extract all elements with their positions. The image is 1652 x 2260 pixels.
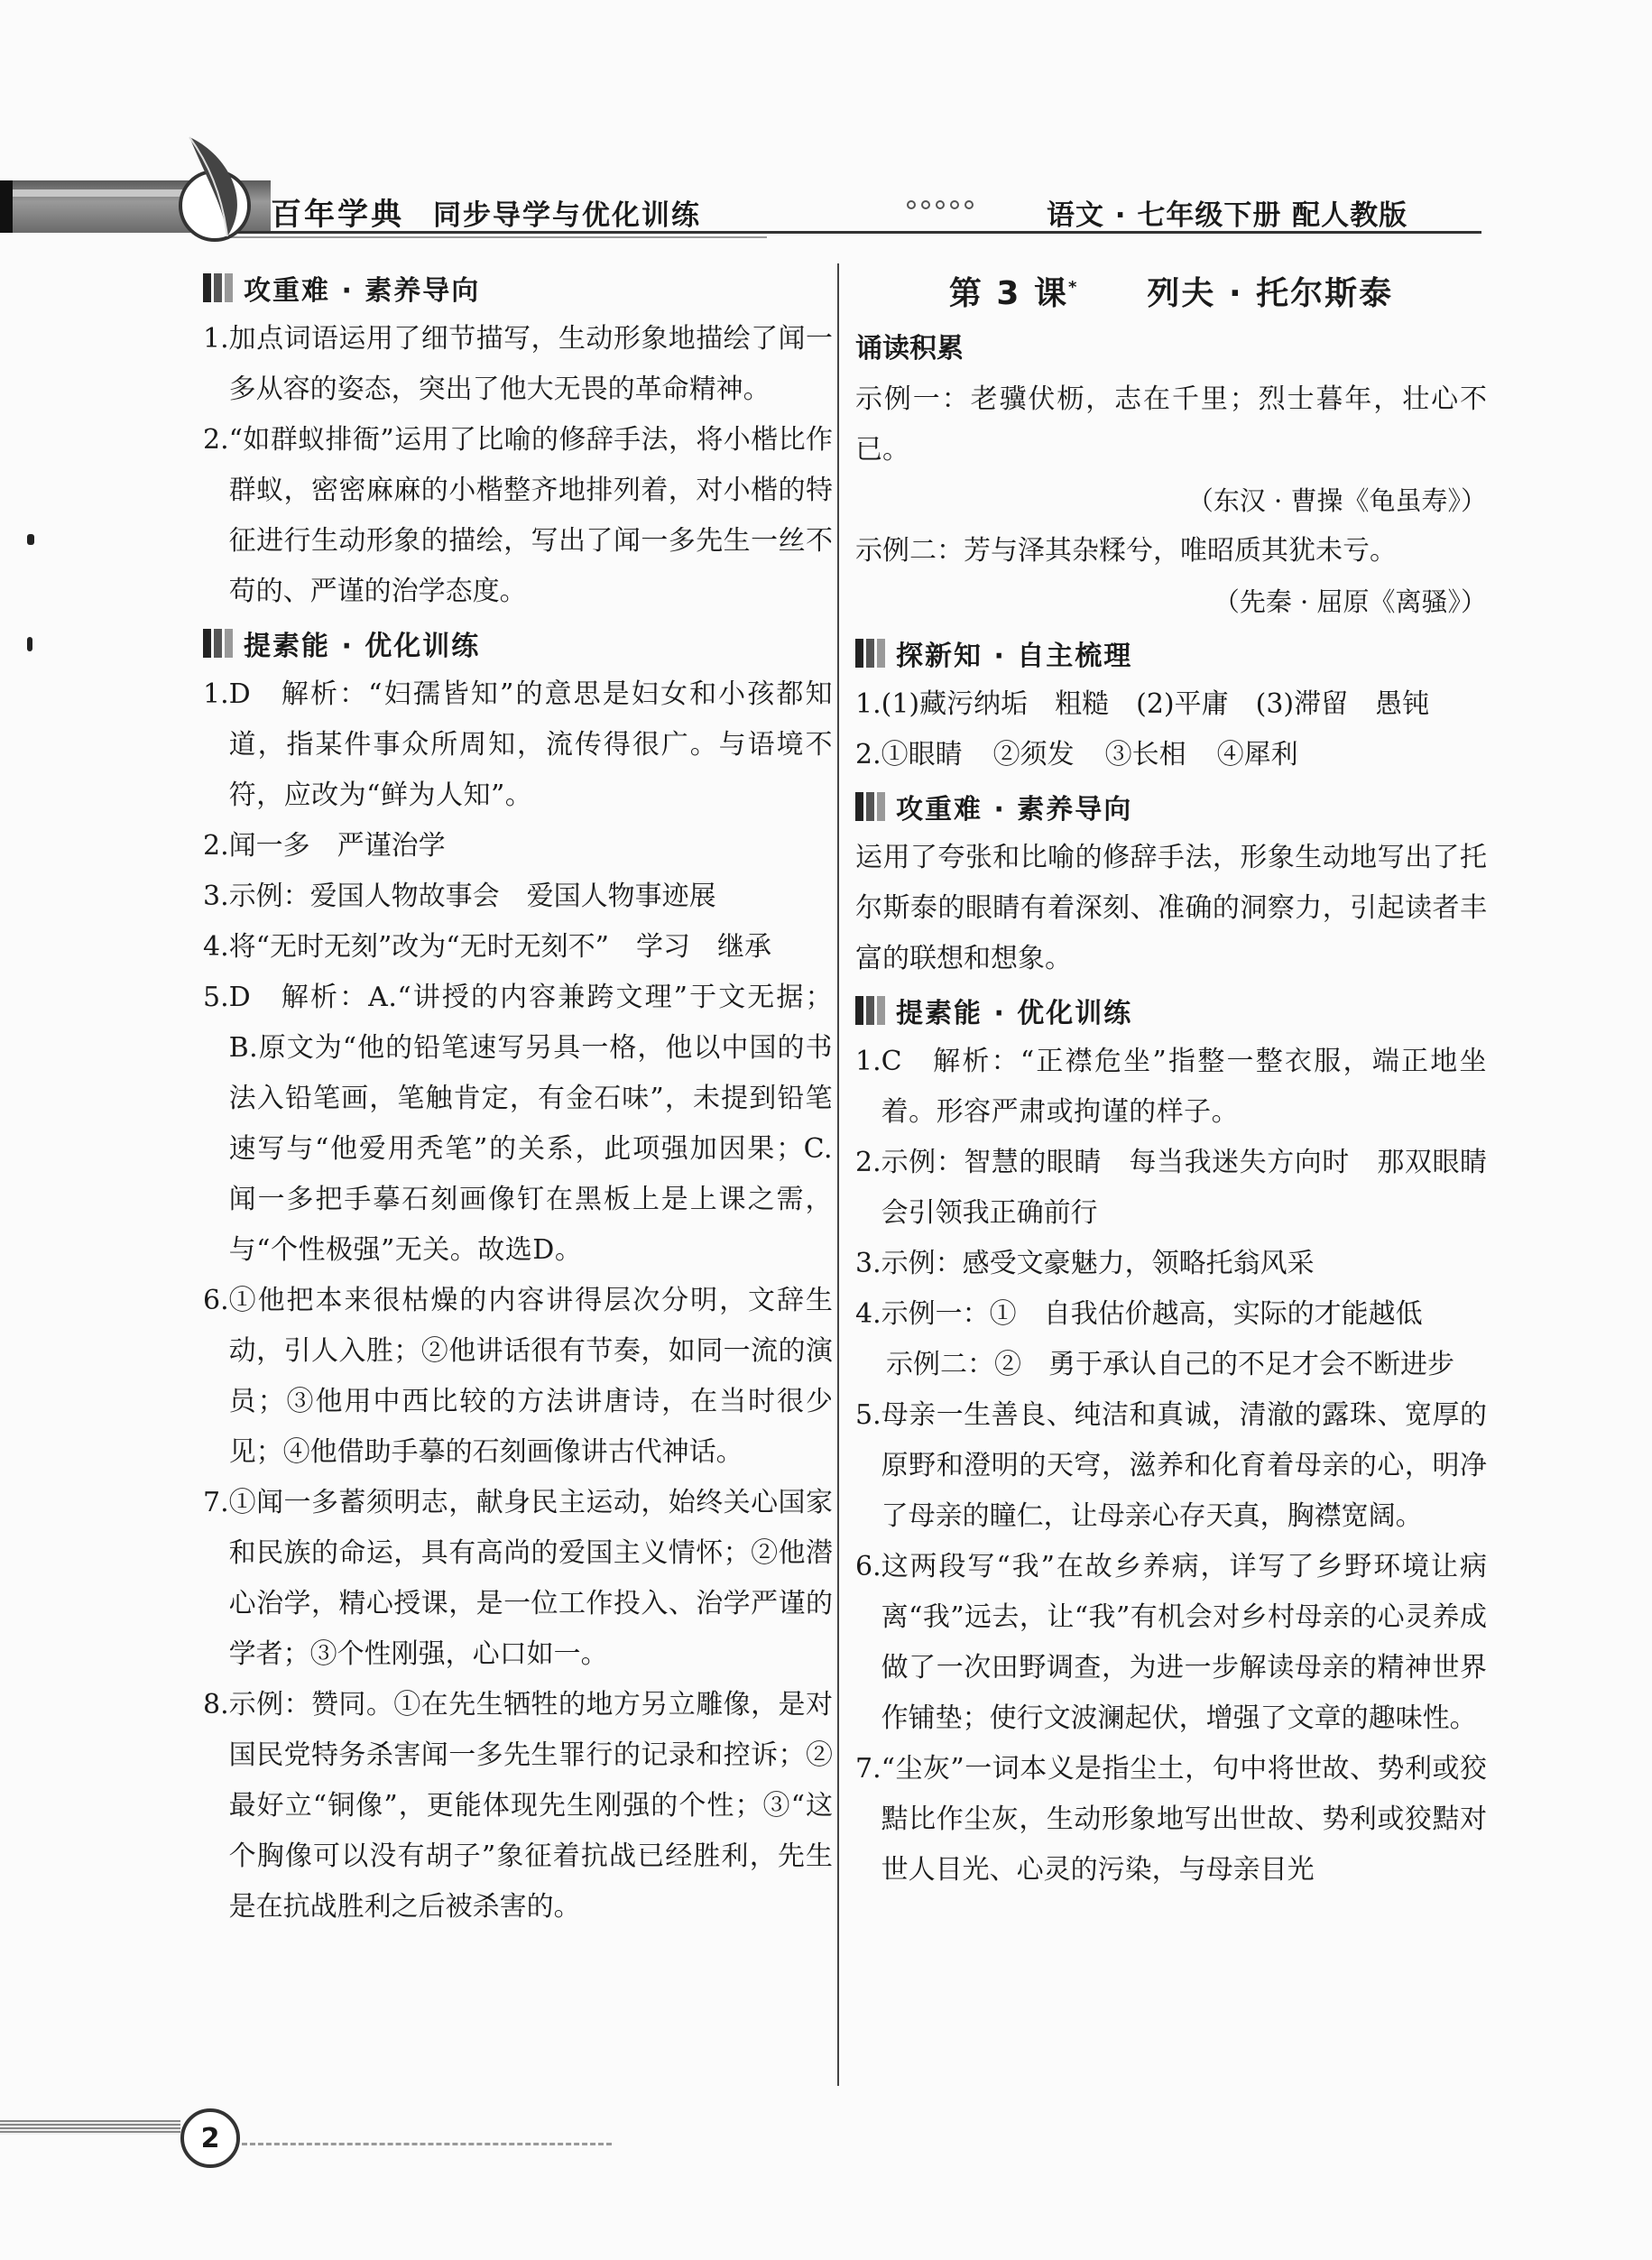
reading-example-2: 示例二：芳与泽其杂糅兮，唯昭质其犹未亏。	[855, 535, 1397, 567]
answer-item	[855, 730, 1487, 780]
answer-item	[855, 1239, 1487, 1289]
answer-item	[203, 922, 833, 973]
item-number: 2.	[855, 739, 881, 770]
item-number: 8.	[203, 1689, 229, 1720]
brand-title: 百年学典	[271, 197, 404, 233]
reading-heading: 诵读积累	[855, 333, 964, 364]
answer-item	[855, 1744, 1487, 1896]
item-text: 示例：爱国人物故事会 爱国人物事迹展	[228, 881, 716, 912]
header-dots	[907, 200, 974, 209]
item-text: ①闻一多蓄须明志，献身民主运动，始终关心国家和民族的命运，具有高尚的爱国主义情怀；②他潜心治学，精心授课，是一位工作投入、治学严谨的学者；③个性刚强，心口如一。	[228, 1487, 833, 1670]
section-title: 攻重难 · 素养导向	[244, 275, 481, 307]
item-number: 2.	[203, 424, 229, 456]
answer-item	[203, 415, 833, 617]
item-text: C 解析：“正襟危坐”指整一整衣服，端正地坐着。形容严肃或拘谨的样子。	[881, 1046, 1487, 1128]
item-number: 1.	[855, 688, 881, 720]
item-number: 4.	[203, 931, 229, 963]
item-text: 这两段写“我”在故乡养病，详写了乡野环境让病离“我”远去，让“我”有机会对乡村母亲的心灵养成做了一次田野调查，为进一步解读母亲的精神世界作铺垫；使行文波澜起伏，增强了文章的趣味性。	[881, 1551, 1487, 1734]
item-number: 7.	[855, 1753, 881, 1785]
section-bars-icon	[203, 273, 233, 302]
edge-mark	[27, 534, 34, 545]
answer-item	[855, 1390, 1487, 1542]
item-number: 5.	[203, 982, 229, 1013]
section-heading	[855, 984, 1487, 1037]
answer-item	[203, 872, 833, 922]
header-rule-secondary	[208, 236, 767, 238]
quill-logo-icon	[171, 135, 271, 244]
answer-item	[855, 1542, 1487, 1744]
item-number: 6.	[203, 1285, 229, 1316]
item-number: 6.	[855, 1551, 881, 1582]
item-text: 将“无时无刻”改为“无时无刻不” 学习 继承	[228, 931, 771, 963]
section-heading	[855, 780, 1487, 833]
edge-mark	[27, 637, 32, 651]
page-number: 2	[180, 2108, 240, 2168]
item-text: 闻一多 严谨治学	[228, 830, 446, 862]
right-column	[855, 262, 1487, 1896]
section-bars-icon	[203, 629, 233, 658]
item-text: 示例：赞同。①在先生牺牲的地方另立雕像，是对国民党特务杀害闻一多先生罪行的记录和控诉；②最好立“铜像”，更能体现先生刚强的个性；③“这个胸像可以没有胡子”象征着抗战已经胜利，先生是在抗战胜利之后被杀害的。	[228, 1689, 833, 1923]
section-bars-icon	[855, 639, 885, 668]
reading-source-2: （先秦 · 屈原《离骚》）	[1213, 586, 1487, 617]
item-number: 2.	[855, 1147, 881, 1178]
book-info: 语文 · 七年级下册 配人教版	[1047, 199, 1408, 232]
lesson-number: 第 3 课	[948, 275, 1068, 312]
answer-item	[203, 314, 833, 415]
analysis-paragraph: 运用了夸张和比喻的修辞手法，形象生动地写出了托尔斯泰的眼睛有着深刻、准确的洞察力，引起读者丰富的联想和想象。	[855, 842, 1487, 974]
reading-source-1: （东汉 · 曹操《龟虽寿》）	[1186, 485, 1487, 516]
item-text: 示例二：② 勇于承认自己的不足才会不断进步	[886, 1349, 1454, 1380]
reading-example-1: 示例一：老骥伏枥，志在千里；烈士暮年，壮心不已。	[855, 383, 1487, 466]
answer-item	[203, 973, 833, 1276]
item-text: 示例一：① 自我估价越高，实际的才能越低	[881, 1298, 1423, 1330]
lesson-title	[855, 258, 1487, 324]
option: ②须发	[992, 739, 1075, 770]
section-heading	[203, 617, 833, 669]
lesson-star: *	[1067, 278, 1079, 297]
item-text: 示例：感受文豪魅力，领略托翁风采	[881, 1248, 1315, 1279]
section-heading	[203, 262, 833, 314]
item-number: 1.	[203, 323, 229, 355]
answer-item	[203, 1276, 833, 1478]
answer-item	[855, 679, 1487, 730]
item-text: “如群蚁排衙”运用了比喻的修辞手法，将小楷比作群蚁，密密麻麻的小楷整齐地排列着，对小楷的特征进行生动形象的描绘，写出了闻一多先生一丝不苟的、严谨的治学态度。	[228, 424, 833, 607]
item-number: 3.	[203, 881, 229, 912]
section-heading	[855, 627, 1487, 679]
answer-item	[203, 669, 833, 821]
item-number: 7.	[203, 1487, 229, 1518]
item-text: D 解析：A.“讲授的内容兼跨文理”于文无据；B.原文为“他的铅笔速写另具一格，他以中国的书法入铅笔画，笔触肯定，有金石味”，未提到铅笔速写与“他爱用秃笔”的关系，此项强加因果；C.闻一多把手摹石刻画像钉在黑板上是上课之需，与“个性极强”无关。故选D。	[228, 982, 833, 1266]
section-bars-icon	[855, 996, 885, 1025]
answer-item	[855, 1138, 1487, 1239]
item-number: 4.	[855, 1298, 881, 1330]
option: ③长相	[1104, 739, 1186, 770]
section-title: 提素能 · 优化训练	[244, 631, 481, 662]
series-subtitle: 同步导学与优化训练	[433, 199, 701, 232]
item-text: 示例：智慧的眼睛 每当我迷失方向时 那双眼睛会引领我正确前行	[881, 1147, 1487, 1229]
answer-item	[203, 821, 833, 872]
item-text: 加点词语运用了细节描写，生动形象地描绘了闻一多从容的姿态，突出了他大无畏的革命精神。	[228, 323, 833, 405]
item-text: “尘灰”一词本义是指尘土，句中将世故、势利或狡黠比作尘灰，生动形象地写出世故、势利或狡黠对世人目光、心灵的污染，与母亲目光	[881, 1753, 1487, 1886]
section-title: 攻重难 · 素养导向	[896, 794, 1133, 826]
option: ①眼睛	[881, 739, 963, 770]
answer-item	[203, 1680, 833, 1933]
section-title: 提素能 · 优化训练	[896, 998, 1133, 1029]
lesson-name: 列夫 · 托尔斯泰	[1147, 275, 1394, 312]
answer-item	[855, 1037, 1487, 1138]
item-text: D 解析：“妇孺皆知”的意思是妇女和小孩都知道，指某件事众所周知，流传得很广。与语境不符，应改为“鲜为人知”。	[228, 678, 833, 811]
section-bars-icon	[855, 792, 885, 821]
item-number: 3.	[855, 1248, 881, 1279]
answer-item	[855, 1340, 1487, 1390]
header-edge	[0, 180, 13, 233]
answer-item	[855, 1289, 1487, 1340]
item-number: 1.	[203, 678, 229, 710]
footer-dashed-rule	[242, 2143, 612, 2145]
item-text: 母亲一生善良、纯洁和真诚，清澈的露珠、宽厚的原野和澄明的天穹，滋养和化育着母亲的心，明净了母亲的瞳仁，让母亲心存天真，胸襟宽阔。	[881, 1399, 1487, 1532]
item-number: 5.	[855, 1399, 881, 1431]
left-column	[203, 262, 833, 1933]
item-text: (1)藏污纳垢 粗糙 (2)平庸 (3)滞留 愚钝	[881, 688, 1430, 720]
item-text	[881, 730, 1298, 780]
option: ④犀利	[1216, 739, 1298, 770]
section-title: 探新知 · 自主梳理	[896, 641, 1133, 672]
item-number: 2.	[203, 830, 229, 862]
column-divider	[837, 263, 839, 2086]
item-text: ①他把本来很枯燥的内容讲得层次分明，文辞生动，引人入胜；②他讲话很有节奏，如同一流的演员；③他用中西比较的方法讲唐诗，在当时很少见；④他借助手摹的石刻画像讲古代神话。	[228, 1285, 833, 1468]
item-number: 1.	[855, 1046, 881, 1077]
answer-item	[203, 1478, 833, 1680]
footer-stripes	[0, 2120, 180, 2135]
